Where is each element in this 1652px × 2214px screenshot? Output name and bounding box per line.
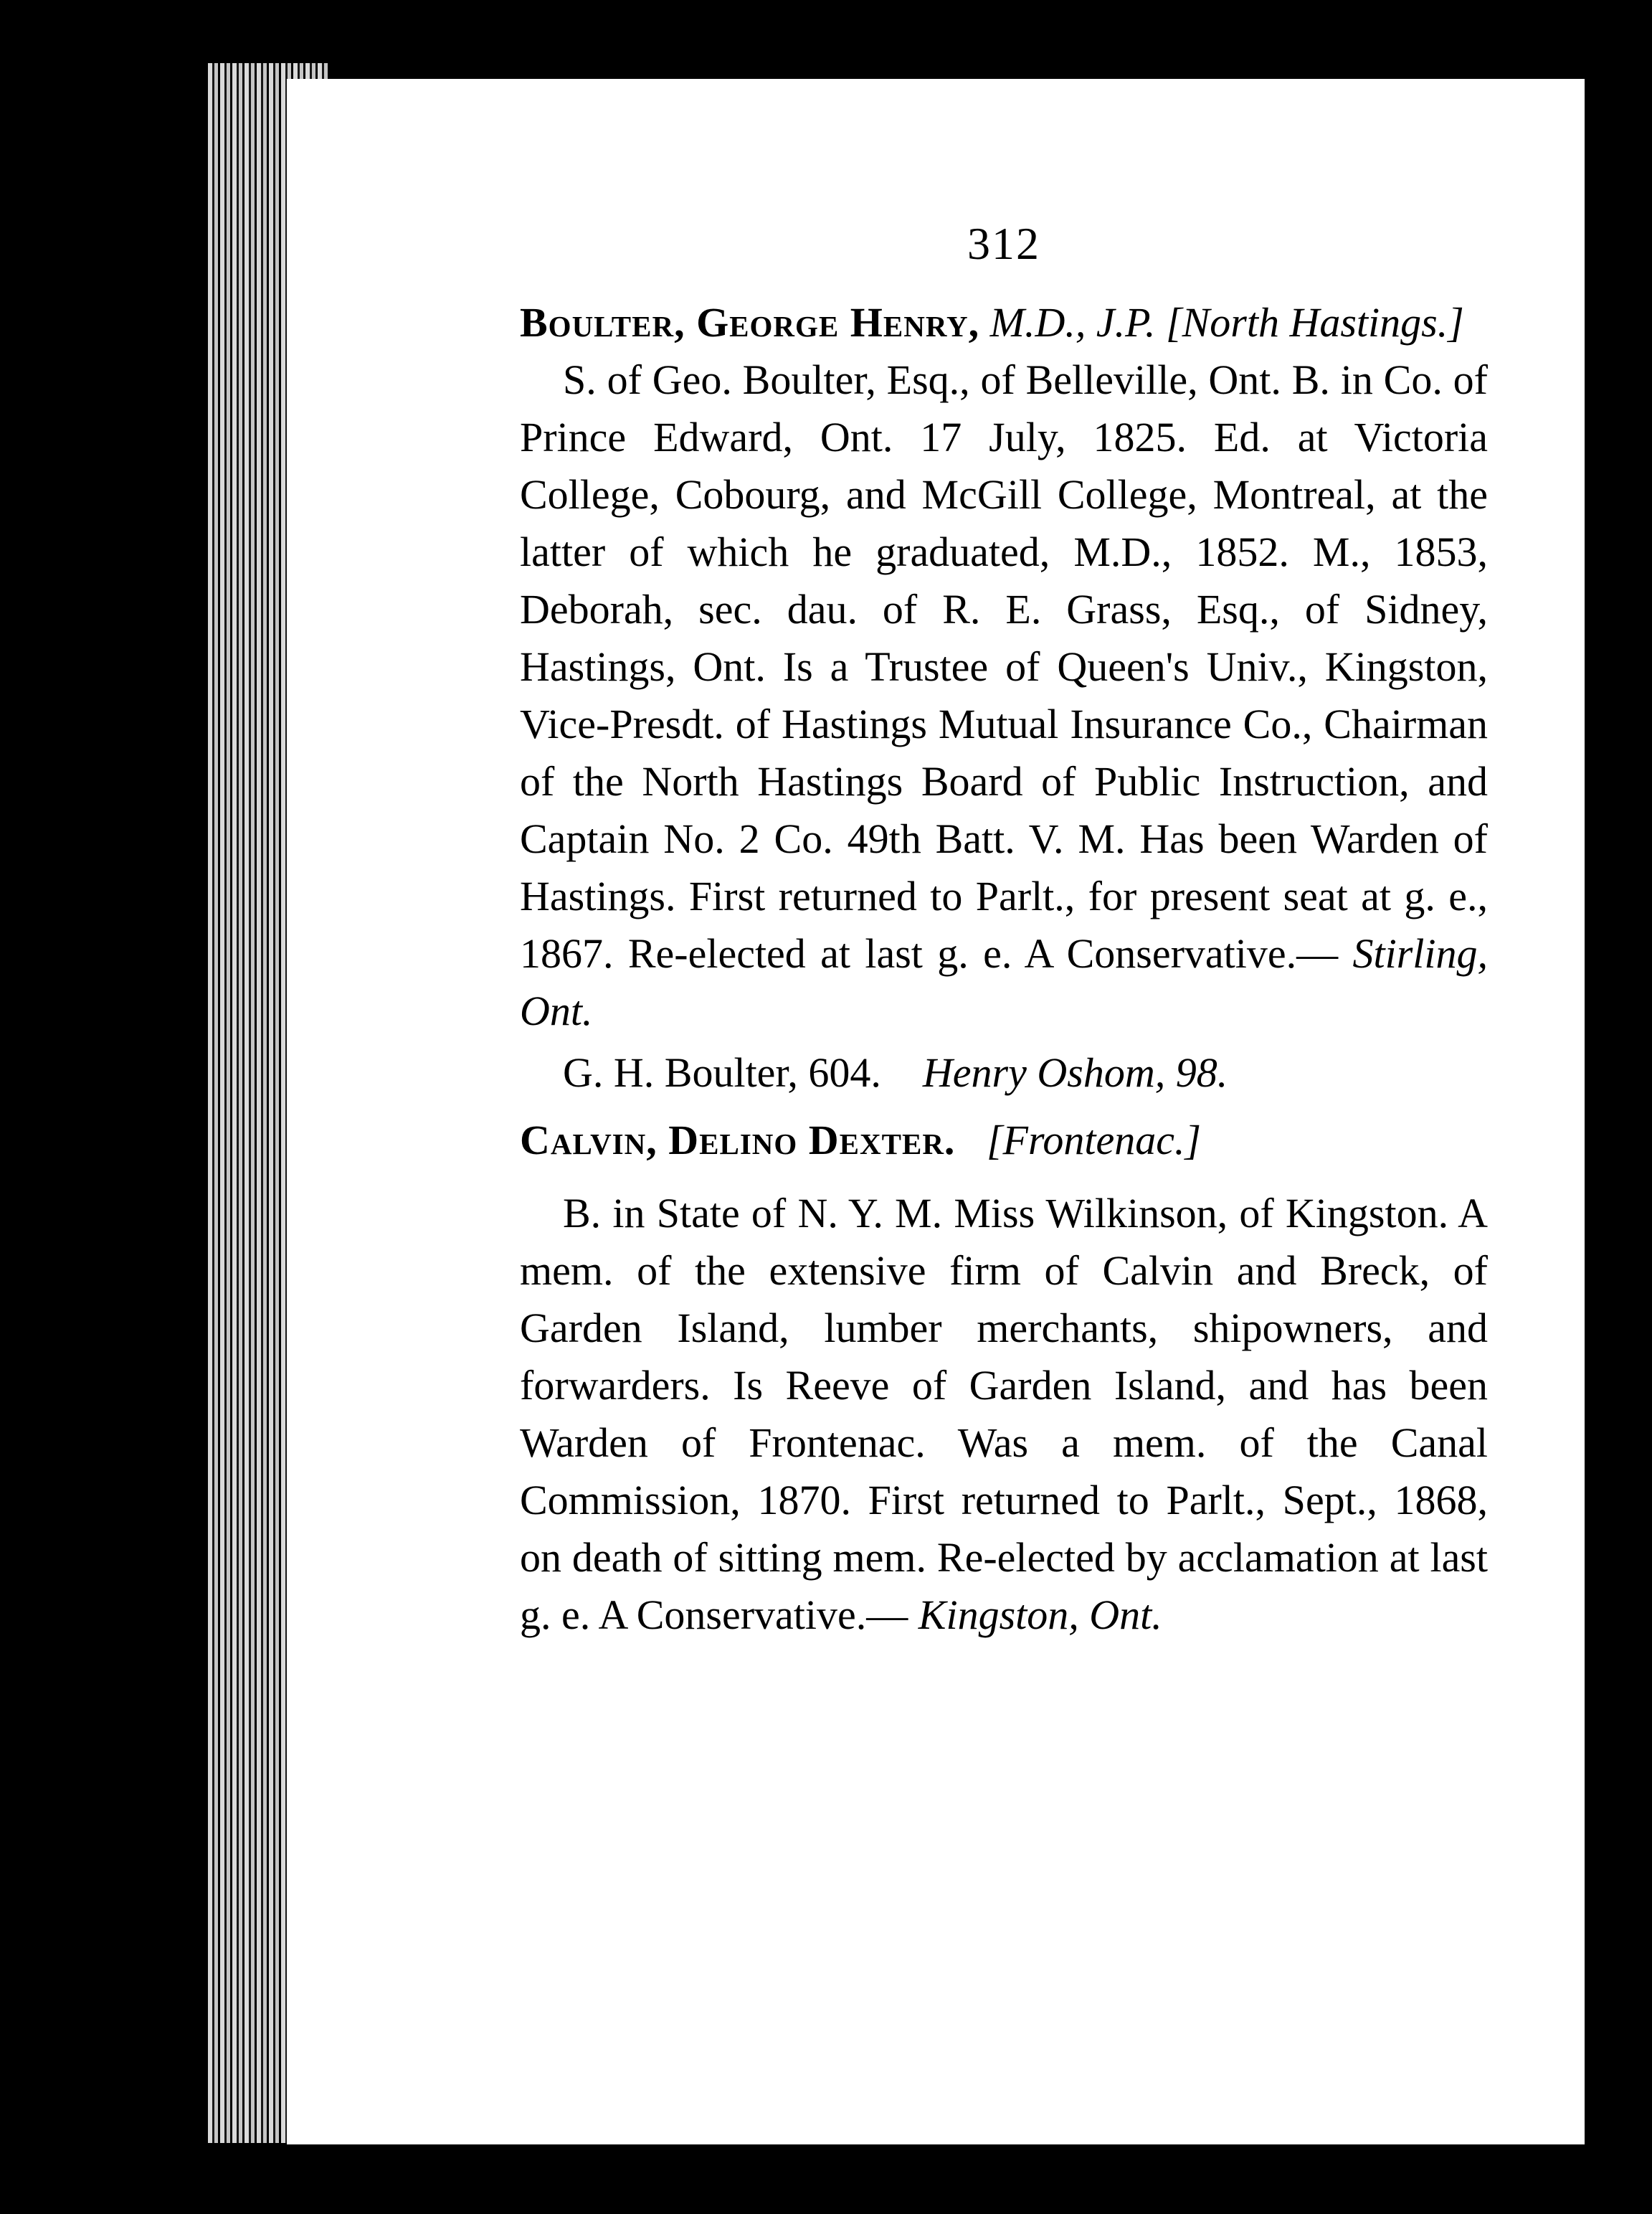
votes-winner: G. H. Boulter, 604. (563, 1049, 881, 1096)
entry-heading (520, 1112, 1488, 1169)
constituency: [North Hastings.] (1166, 299, 1464, 346)
member-name: Calvin, Delino Dexter. (520, 1117, 956, 1163)
election-results (520, 1044, 1488, 1102)
biography-text: S. of Geo. Boulter, Esq., of Belleville, Ont. B. in Co. of Prince Edward, Ont. 17 July, 1825. Ed. at Victoria College, Cobourg, and McGill College, Montreal, at the latter of which he graduated, M.D., 1852. M., 1853, Deborah, sec. dau. of R. E. Grass, Esq., of Sidney, Hastings, Ont. Is a Trustee of Queen's Univ., Kingston, Vice-Presdt. of Hastings Mutual Insurance Co., Chairman of the North Hastings Board of Public Instruction, and Captain No. 2 Co. 49th Batt. V. M. Has been Warden of Hastings. First returned to Parlt., for present seat at g. e., 1867. Re-elected at last g. e. A Conservative.— (520, 356, 1488, 977)
entry-boulter (520, 294, 1488, 1102)
entry-calvin (520, 1112, 1488, 1644)
address: Kingston, Ont. (918, 1591, 1162, 1638)
member-titles: M.D., J.P. (989, 299, 1156, 346)
constituency: [Frontenac.] (986, 1117, 1202, 1163)
biography (520, 351, 1488, 1040)
page-number: 312 (967, 218, 1040, 269)
biography-text: B. in State of N. Y. M. Miss Wilkinson, of Kingston. A mem. of the extensive firm of Calvin and Breck, of Garden Island, lumber merchants, shipowners, and forwarders. Is Reeve of Garden Island, and has been Warden of Frontenac. Was a mem. of the Canal Commission, 1870. First returned to Parlt., Sept., 1868, on death of sitting mem. Re-elected by acclamation at last g. e. A Conservative.— (520, 1190, 1488, 1638)
member-name: Boulter, George Henry, (520, 299, 980, 346)
biography (520, 1185, 1488, 1644)
entry-heading (520, 294, 1488, 351)
spacer (520, 1169, 1488, 1185)
page-content (520, 215, 1488, 1644)
address: Stirling, Ont. (520, 930, 1488, 1034)
book-page (287, 79, 1585, 2144)
votes-runner-up: Henry Oshom, 98. (922, 1049, 1228, 1096)
